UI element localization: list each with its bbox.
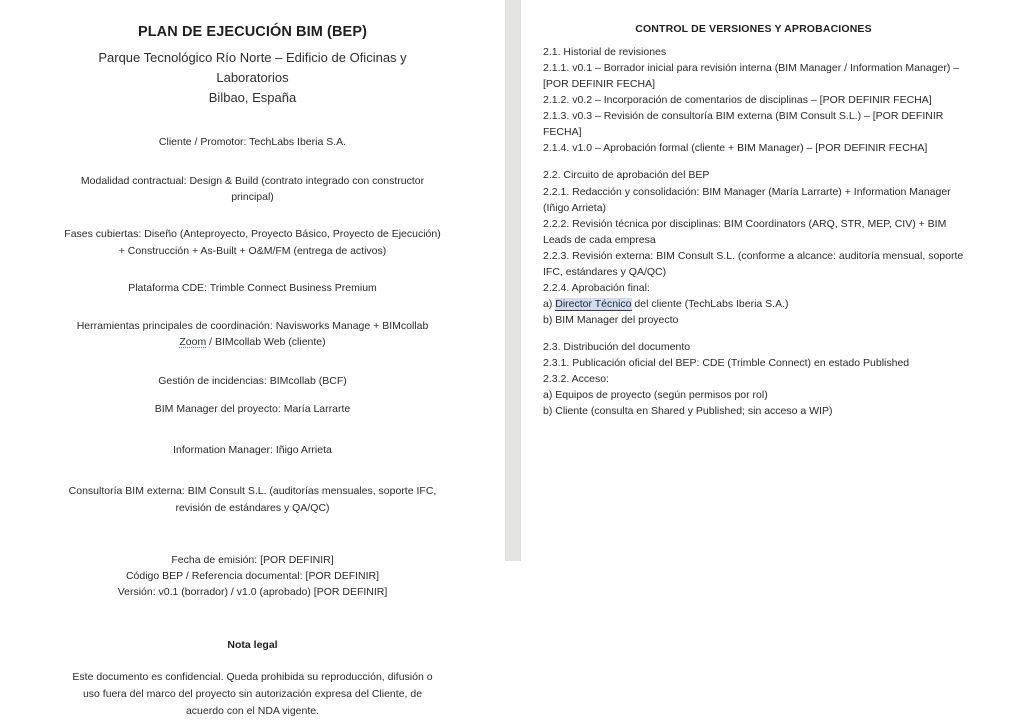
- approval-a-suffix: del cliente (TechLabs Iberia S.A.): [631, 297, 789, 310]
- item-2-2: 2.2. Circuito de aprobación del BEP: [543, 169, 710, 182]
- item-2-3-2: 2.3.2. Acceso:: [543, 373, 609, 386]
- document-subtitle-line-2: Bilbao, España: [208, 90, 297, 106]
- item-2-2-2: 2.2.2. Revisión técnica por disciplinas: BIM Coordinators (ARQ, STR, MEP, CIV) + BIM Leads de cada empresa: [543, 217, 947, 246]
- page-gutter-divider: [505, 0, 521, 561]
- cde-platform-line: Plataforma CDE: Trimble Connect Business Premium: [128, 281, 377, 294]
- information-manager-line: Information Manager: Iñigo Arrieta: [173, 444, 332, 457]
- item-2-1: 2.1. Historial de revisiones: [543, 46, 667, 58]
- version-control-content: [521, 0, 1024, 419]
- spacer: [63, 108, 442, 134]
- issue-date-line: Fecha de emisión: [POR DEFINIR]: [171, 553, 334, 566]
- external-consultancy-line: Consultoría BIM externa: BIM Consult S.L. (auditorías mensuales, soporte IFC, revisión de estándares y QA/QC): [68, 485, 437, 514]
- item-2-3-2-a: a) Equipos de proyecto (según permisos por rol): [543, 389, 768, 402]
- spacer: [63, 296, 442, 318]
- spacer: [63, 205, 442, 226]
- cover-page-content: [0, 0, 505, 720]
- document-subtitle-line-1: Parque Tecnológico Río Norte – Edificio de Oficinas y Laboratorios: [98, 50, 407, 86]
- document-page-1[interactable]: [0, 0, 505, 717]
- item-2-2-3: 2.2.3. Revisión externa: BIM Consult S.L. (conforme a alcance: auditoría mensual, soporte IFC, estándares y QA/QC): [543, 249, 964, 278]
- client-line: Cliente / Promotor: TechLabs Iberia S.A.: [158, 136, 347, 149]
- spacer: [63, 151, 442, 173]
- coordination-tools-text-post: / BIMcollab Web (cliente): [206, 336, 326, 349]
- version-line: Versión: v0.1 (borrador) / v1.0 (aprobado) [POR DEFINIR]: [117, 586, 388, 599]
- coordination-tools-line: [63, 318, 442, 351]
- coordination-tools-text-pre: Herramientas principales de coordinación: Navisworks Manage + BIMcollab: [76, 320, 429, 333]
- spacer: [63, 259, 442, 280]
- item-2-2-4-a: [543, 296, 964, 312]
- document-page-2[interactable]: [521, 0, 1024, 561]
- spellcheck-word-zoom[interactable]: Zoom: [179, 336, 207, 349]
- item-2-3-2-b: b) Cliente (consulta en Shared y Published; sin acceso a WIP): [543, 405, 833, 418]
- item-2-1-3: 2.1.3. v0.3 – Revisión de consultoría BIM externa (BIM Consult S.L.) – [POR DEFINIR FECHA]: [543, 110, 944, 139]
- spacer: [63, 351, 442, 373]
- item-2-2-4-b: b) BIM Manager del proyecto: [543, 314, 679, 326]
- approval-a-prefix: a): [543, 297, 556, 310]
- spacer: [63, 389, 442, 401]
- spacer: [63, 653, 442, 669]
- item-2-3-1: 2.3.1. Publicación oficial del BEP: CDE (Trimble Connect) en estado Published: [543, 357, 910, 370]
- issue-management-line: Gestión de incidencias: BIMcollab (BCF): [158, 374, 347, 387]
- contract-modality-line: Modalidad contractual: Design & Build (contrato integrado con constructor principal): [80, 174, 425, 203]
- spacer: [63, 601, 442, 637]
- spacer: [63, 516, 442, 552]
- legal-note-heading: Nota legal: [227, 638, 278, 651]
- selected-text-director-tecnico[interactable]: Director Técnico: [555, 297, 632, 310]
- phases-line: Fases cubiertas: Diseño (Anteproyecto, Proyecto Básico, Proyecto de Ejecución) + Construcción + As-Built + O&M/FM (entrega de activos): [64, 228, 441, 257]
- spacer: [63, 458, 442, 483]
- bep-code-line: Código BEP / Referencia documental: [POR DEFINIR]: [125, 570, 380, 583]
- page-title: PLAN DE EJECUCIÓN BIM (BEP): [137, 24, 368, 40]
- item-2-3: 2.3. Distribución del documento: [543, 341, 691, 354]
- spacer: [543, 328, 964, 339]
- item-2-1-2: 2.1.2. v0.2 – Incorporación de comentarios de disciplinas – [POR DEFINIR FECHA]: [543, 94, 932, 107]
- item-2-1-1: 2.1.1. v0.1 – Borrador inicial para revisión interna (BIM Manager / Information Manager) – [POR DEFINIR FECHA]: [543, 62, 960, 91]
- section-heading-version-control: CONTROL DE VERSIONES Y APROBACIONES: [635, 23, 872, 35]
- item-2-2-1: 2.2.1. Redacción y consolidación: BIM Manager (María Larrarte) + Information Manager (Iñigo Arrieta): [543, 185, 951, 214]
- item-2-2-4: 2.2.4. Aprobación final:: [543, 281, 650, 294]
- legal-note-body: Este documento es confidencial. Queda prohibida su reproducción, difusión o uso fuera del marco del proyecto sin autorización expresa del Cliente, de acuerdo con el NDA vigente.: [72, 670, 433, 717]
- spacer: [543, 156, 964, 167]
- bim-manager-line: BIM Manager del proyecto: María Larrarte: [154, 402, 351, 415]
- spacer: [63, 417, 442, 442]
- item-2-1-4: 2.1.4. v1.0 – Aprobación formal (cliente + BIM Manager) – [POR DEFINIR FECHA]: [543, 142, 928, 155]
